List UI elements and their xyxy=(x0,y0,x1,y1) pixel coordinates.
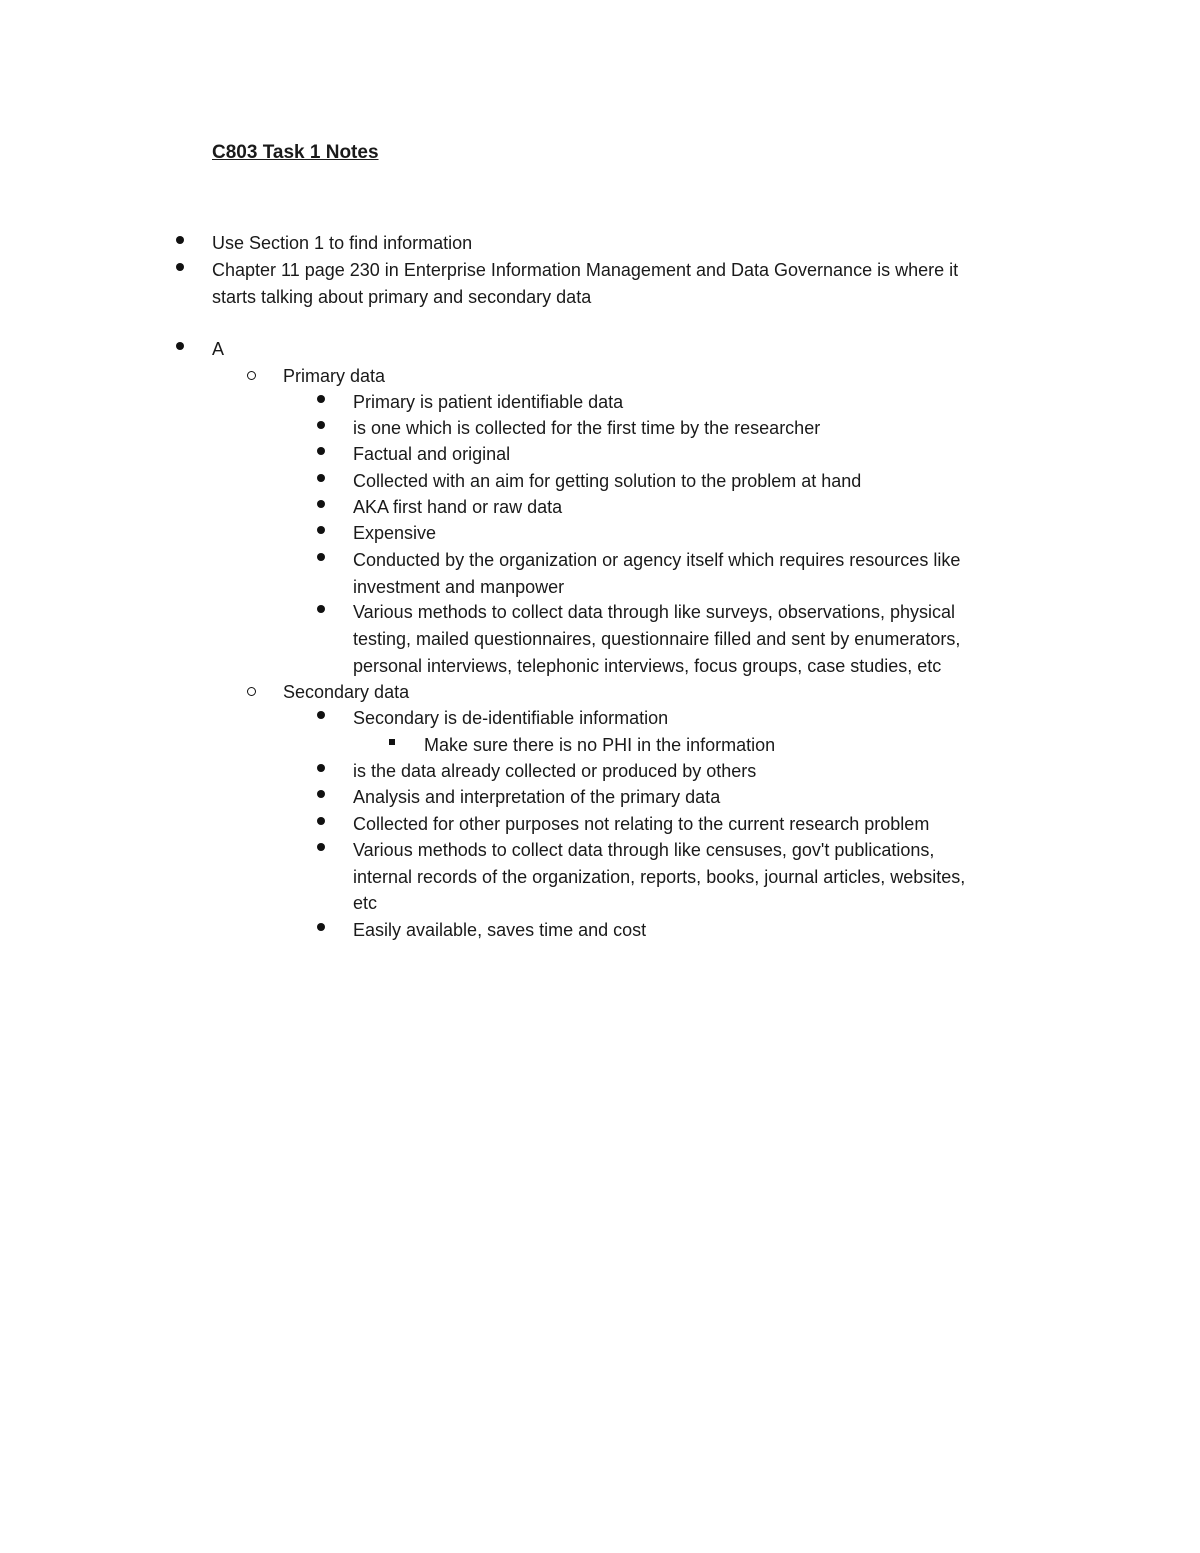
bullet-icon xyxy=(317,923,325,931)
bullet-icon xyxy=(317,817,325,825)
bullet-icon xyxy=(317,421,325,429)
list-item: Collected for other purposes not relating to the current research problem xyxy=(353,814,930,834)
list-item-line: testing, mailed questionnaires, questionnaire filled and sent by enumerators, xyxy=(353,629,961,649)
list-item: Expensive xyxy=(353,523,437,543)
list-item-line: Various methods to collect data through like censuses, gov't publications, xyxy=(353,840,935,860)
list-item-line: internal records of the organization, reports, books, journal articles, websites, xyxy=(353,867,966,887)
secondary-heading: Secondary data xyxy=(283,682,410,702)
list-item-line: Various methods to collect data through like surveys, observations, physical xyxy=(353,602,955,622)
bullet-icon xyxy=(317,711,325,719)
bullet-icon xyxy=(317,526,325,534)
list-item: Analysis and interpretation of the primary data xyxy=(353,787,721,807)
bullet-icon xyxy=(317,500,325,508)
list-item-line: etc xyxy=(353,893,378,913)
list-item: Factual and original xyxy=(353,444,511,464)
list-item-line: Conducted by the organization or agency itself which requires resources like xyxy=(353,550,961,570)
list-item-line: personal interviews, telephonic interviews, focus groups, case studies, etc xyxy=(353,656,942,676)
square-bullet-icon xyxy=(389,739,395,745)
bullet-icon xyxy=(317,843,325,851)
list-item: Easily available, saves time and cost xyxy=(353,920,647,940)
primary-heading: Primary data xyxy=(283,366,386,386)
bullet-icon xyxy=(317,790,325,798)
bullet-icon xyxy=(317,395,325,403)
list-item-line: starts talking about primary and secondary data xyxy=(212,287,592,307)
list-item: Use Section 1 to find information xyxy=(212,233,473,253)
bullet-icon xyxy=(317,553,325,561)
bullet-icon xyxy=(176,263,184,271)
section-label: A xyxy=(212,339,225,359)
circle-bullet-icon xyxy=(247,371,256,380)
list-item: is the data already collected or produced by others xyxy=(353,761,757,781)
list-item: Collected with an aim for getting solution to the problem at hand xyxy=(353,471,862,491)
list-item-line: Chapter 11 page 230 in Enterprise Information Management and Data Governance is where it xyxy=(212,260,959,280)
bullet-icon xyxy=(317,605,325,613)
circle-bullet-icon xyxy=(247,687,256,696)
list-item-line: investment and manpower xyxy=(353,577,565,597)
bullet-icon xyxy=(176,236,184,244)
list-item: AKA first hand or raw data xyxy=(353,497,563,517)
list-item: Secondary is de-identifiable information xyxy=(353,708,669,728)
bullet-icon xyxy=(176,342,184,350)
bullet-icon xyxy=(317,764,325,772)
list-item: Make sure there is no PHI in the information xyxy=(424,735,776,755)
document-title: C803 Task 1 Notes xyxy=(212,142,379,163)
list-item: Primary is patient identifiable data xyxy=(353,392,624,412)
list-item: is one which is collected for the first time by the researcher xyxy=(353,418,821,438)
bullet-icon xyxy=(317,447,325,455)
bullet-icon xyxy=(317,474,325,482)
